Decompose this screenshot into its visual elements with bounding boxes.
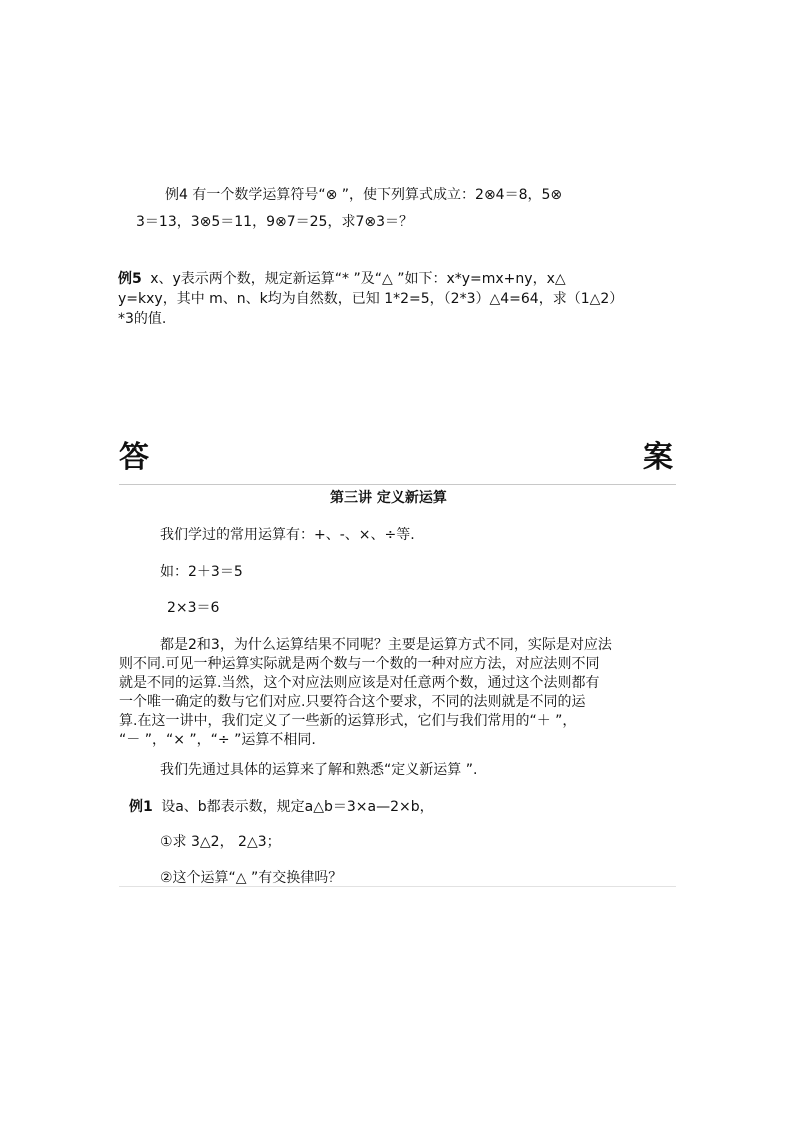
paragraph-example-product: 2×3＝6 (167, 600, 220, 616)
example1-question1: ①求 3△2， 2△3； (160, 834, 281, 850)
example1-question2: ②这个运算“△ ”有交换律吗？ (160, 870, 343, 886)
example4-line2: 3＝13，3⊗5＝11，9⊗7＝25，求7⊗3＝？ (136, 214, 413, 230)
paragraph-example-sum: 如：2＋3＝5 (160, 564, 243, 580)
paragraph-intro-new-operation: 我们先通过具体的运算来了解和熟悉“定义新运算 ”. (160, 762, 478, 778)
example5-label: 例5 (118, 271, 142, 287)
example5-line1 (118, 272, 566, 286)
paragraph-explanation-line1: 都是2和3，为什么运算结果不同呢？主要是运算方式不同，实际是对应法 (160, 637, 612, 653)
answer-divider (119, 484, 676, 485)
bottom-divider (119, 886, 676, 887)
lecture-title: 第三讲 定义新运算 (330, 490, 447, 506)
example5-line2: y=kxy，其中 m、n、k均为自然数，已知 1*2=5，（2*3）△4=64，求（1△2） (118, 291, 624, 307)
paragraph-explanation-line5: 算.在这一讲中，我们定义了一些新的运算形式，它们与我们常用的“＋ ”， (119, 713, 577, 729)
example5-text-line1: x、y表示两个数，规定新运算“* ”及“△ ”如下：x*y=mx+ny，x△ (150, 271, 566, 287)
paragraph-explanation-line4: 一个唯一确定的数与它们对应.只要符合这个要求，不同的法则就是不同的运 (119, 694, 586, 710)
example1-text: 设a、b都表示数，规定a△b＝3×a—2×b， (161, 799, 434, 815)
example4-line1: 例4 有一个数学运算符号“⊗ ”，使下列算式成立：2⊗4＝8，5⊗ (165, 187, 563, 203)
paragraph-explanation-line3: 就是不同的运算.当然，这个对应法则应该是对任意两个数，通过这个法则都有 (119, 675, 600, 691)
example1-label: 例1 (129, 799, 153, 815)
example1-line (129, 800, 434, 814)
paragraph-explanation-line2: 则不同.可见一种运算实际就是两个数与一个数的一种对应方法，对应法则不同 (119, 656, 600, 672)
example5-line3: *3的值. (118, 311, 167, 327)
paragraph-common-operations: 我们学过的常用运算有：+、-、×、÷等. (160, 527, 415, 543)
answer-heading-right: 案 (643, 440, 673, 475)
paragraph-explanation-line6: “－ ”，“× ”，“÷ ”运算不相同. (119, 732, 316, 748)
answer-heading-left: 答 (119, 440, 149, 475)
